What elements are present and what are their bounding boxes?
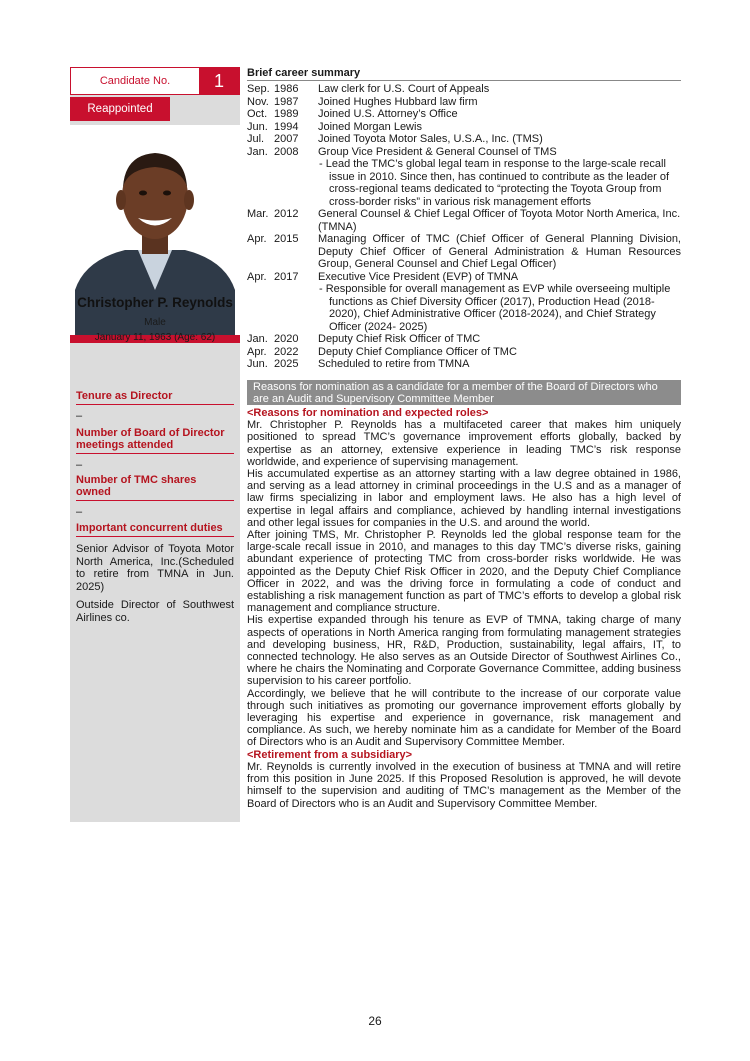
career-entry: Sep. 1986 Law clerk for U.S. Court of Appeals [247, 83, 490, 95]
meetings-value: – [76, 459, 83, 471]
reason-paragraph: Accordingly, we believe that he will contribute to the increase of our corporate value through such initiatives as promoting our governance improvement efforts globally by leveraging his expertise and experience in governance, risk management and compliance. As such, we hereby nominate him as a candidate for Member of the Board of Directors who is an Audit and Supervisory Committee Member. [247, 687, 681, 749]
career-entry: Apr. 2022 Deputy Chief Compliance Officer of TMC [247, 345, 517, 358]
reason-paragraph: His accumulated expertise as an attorney starting with a law degree obtained in 1986, and serving as a lead attorney in criminal proceedings in the U.S and as a manager of law firms specializing in labor and employment laws. He also has a high level of expertise in legal affairs and compliance, achieved by handling internal investigations and other legal issues for companies in the U.S. and around the world. [247, 468, 681, 529]
career-entry: Jan. 2020 Deputy Chief Risk Officer of TMC [247, 333, 481, 345]
reason-paragraph: Mr. Christopher P. Reynolds has a multifaceted career that makes him uniquely positioned to spread TMC’s governance improvement efforts globally, backed by expertise as an attorney, extensive experience in leading TMC’s risk response worldwide, and experience of supervising management. [247, 419, 681, 468]
candidate-name: Christopher P. Reynolds [77, 295, 233, 310]
retirement-paragraph: Mr. Reynolds is currently involved in the execution of business at TMNA and will retire from this position in June 2025. If this Proposed Resolution is approved, he will devote himself to the supervision and auditing of TMC’s management as the Member of the Board of Directors who is an Audit and Supervisory Committee Member. [247, 760, 681, 810]
shares-section [76, 474, 234, 518]
duties-heading: Important concurrent duties [76, 522, 234, 537]
reasons-heading: <Reasons for nomination and expected roles> [247, 407, 489, 419]
nomination-reasons-body [247, 407, 681, 810]
tenure-value: – [76, 410, 83, 422]
career-entry-detail: - Responsible for overall management as EVP while overseeing multiple functions as Chief Diversity Officer (2017), Production Head (2018-2020), Chief Administrative Officer (2018-2024), and Chief Strategy Officer (2024- 2025) [319, 283, 671, 333]
reason-paragraph: His expertise expanded through his tenure as EVP of TMNA, taking charge of many aspects of operations in North America ranging from formulating management strategies and developing business, HR, R&D, Production, sustainability, legal affairs, IT, to connected technology. He also serves as an Outside Director of Southwest Airlines Co., where he chairs the Nominating and Corporate Governance Committee, adding business supervision to his career portfolio. [247, 614, 681, 688]
career-entry: Jun. 1994 Joined Morgan Lewis [247, 120, 422, 133]
candidate-number: 1 [199, 68, 239, 94]
duty-item: Outside Director of Southwest Airlines co. [76, 599, 234, 624]
shares-heading: Number of TMC shares owned [76, 474, 234, 501]
career-entry: Apr. 2015 Managing Officer of TMC (Chief Officer of General Planning Division, Deputy Chief Officer of General Administration & Human Resources Group, General Counsel and Chief Legal Officer) [247, 233, 681, 270]
candidate-label: Candidate No. [99, 75, 171, 87]
career-summary-title: Brief career summary [247, 67, 681, 81]
meetings-heading: Number of Board of Director meetings attended [76, 427, 234, 454]
career-list [247, 83, 681, 371]
career-entry: Apr. 2017 Executive Vice President (EVP) of TMNA [247, 270, 519, 283]
meetings-section [76, 427, 234, 471]
career-entry: Jul. 2007 Joined Toyota Motor Sales, U.S.A., Inc. (TMS) [247, 133, 543, 145]
career-entry: Nov. 1987 Joined Hughes Hubbard law firm [247, 95, 478, 108]
page-number: 26 [368, 1014, 382, 1028]
career-entry-detail: - Lead the TMC’s global legal team in response to the large-scale recall issue in 2010. Since then, has continued to contribute as the leader of cross-regional teams dedicated to “protecting the Toyota Group from cross-border risks” in various risk management efforts [319, 158, 670, 208]
retirement-heading: <Retirement from a subsidiary> [247, 748, 413, 761]
nomination-reason-bar: Reasons for nomination as a candidate for a member of the Board of Directors who are an Audit and Supervisory Committee Member [247, 380, 681, 405]
duties-section [76, 522, 234, 624]
tenure-section [76, 390, 234, 422]
tenure-heading: Tenure as Director [76, 390, 234, 405]
career-entry: Jun. 2025 Scheduled to retire from TMNA [247, 358, 470, 370]
duty-item: Senior Advisor of Toyota Motor North America, Inc.(Scheduled to retire from TMNA in Jun. 2025) [76, 543, 234, 593]
candidate-birth: January 11, 1963 (Age: 62) [94, 332, 216, 343]
reappointed-badge: Reappointed [70, 97, 170, 121]
shares-value: – [76, 506, 83, 518]
career-entry: Mar. 2012 General Counsel & Chief Legal Officer of Toyota Motor North America, Inc. (TMNA) [247, 208, 681, 233]
candidate-sidebar [70, 67, 240, 822]
reason-paragraph: After joining TMS, Mr. Christopher P. Reynolds led the global response team for the large-scale recall issue in 2010, and manages to this day TMC’s diverse risks, gaining abundant experience of protecting TMC from cross-border risks worldwide. He was appointed as the Deputy Chief Risk Officer in 2020, and the Deputy Chief Compliance Officer in 2022, and was the driving force in formulating a code of conduct and establishing a risk management function as part of TMC’s efforts to develop a global risk management and compliance structure. [247, 529, 681, 615]
candidate-gender: Male [144, 317, 166, 328]
career-entry: Oct. 1989 Joined U.S. Attorney’s Office [247, 108, 458, 120]
candidate-number-box [70, 67, 240, 95]
career-entry: Jan. 2008 Group Vice President & General Counsel of TMS [247, 145, 557, 158]
